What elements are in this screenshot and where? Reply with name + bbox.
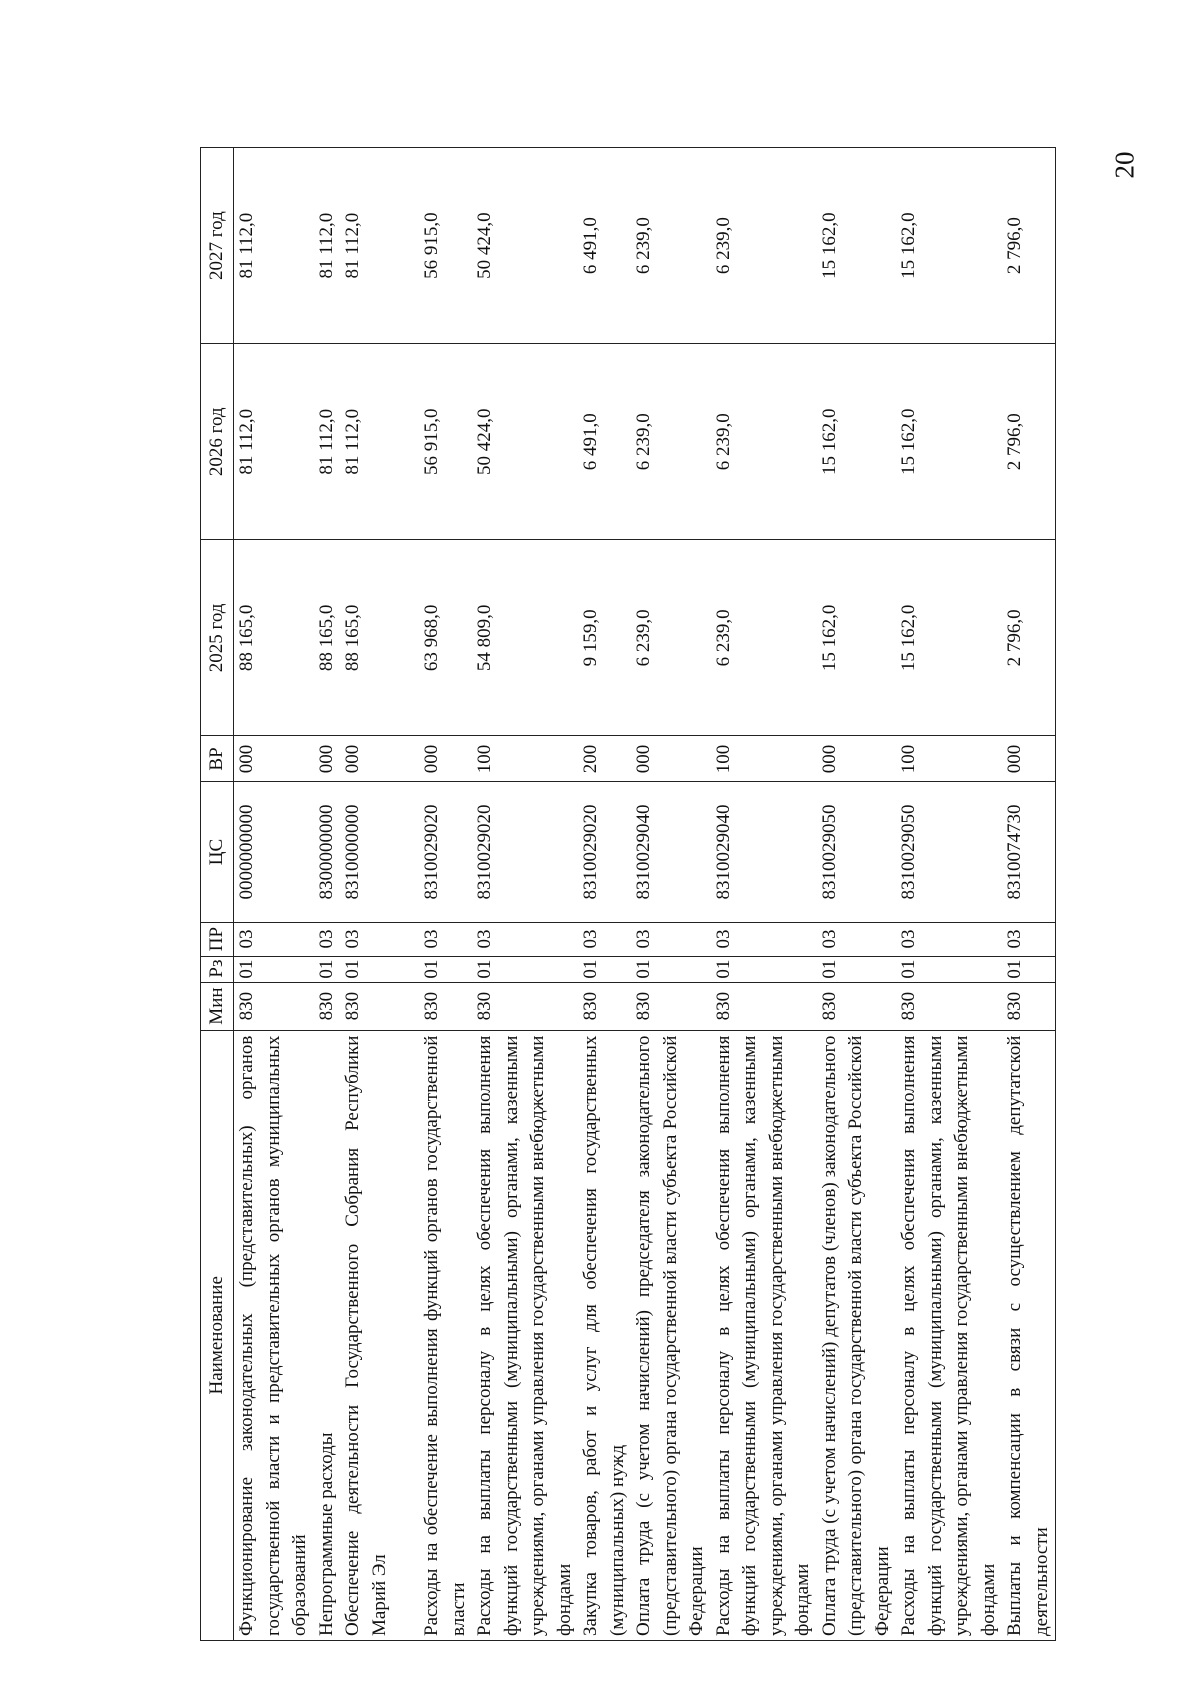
row-2027: 81 112,0 — [314, 148, 341, 344]
budget-table-rotated — [200, 147, 1056, 1641]
row-vr: 200 — [578, 736, 631, 782]
row-2027: 15 162,0 — [817, 148, 897, 344]
row-2027: 15 162,0 — [896, 148, 1002, 344]
row-rz: 01 — [340, 956, 419, 982]
row-2027: 56 915,0 — [419, 148, 472, 344]
table-row — [1002, 148, 1056, 1641]
page-number: 20 — [1109, 151, 1140, 179]
row-2025: 15 162,0 — [896, 540, 1002, 736]
table-row — [234, 148, 314, 1641]
row-2027: 50 424,0 — [472, 148, 578, 344]
table-row — [631, 148, 711, 1641]
row-vr: 000 — [234, 736, 314, 782]
header-2025: 2025 год — [201, 540, 234, 736]
row-min: 830 — [817, 982, 897, 1030]
table-row — [896, 148, 1002, 1641]
row-vr: 000 — [340, 736, 419, 782]
row-vr: 000 — [817, 736, 897, 782]
header-min: Мин — [201, 982, 234, 1030]
row-cs: 8310000000 — [340, 782, 419, 922]
row-2025: 88 165,0 — [234, 540, 314, 736]
row-vr: 100 — [472, 736, 578, 782]
row-2025: 88 165,0 — [340, 540, 419, 736]
row-min: 830 — [631, 982, 711, 1030]
row-2027: 2 796,0 — [1002, 148, 1056, 344]
row-2025: 15 162,0 — [817, 540, 897, 736]
row-name: Выплаты и компенсации в связи с осуществлением депутатской деятельности — [1002, 1030, 1056, 1640]
row-2025: 2 796,0 — [1002, 540, 1056, 736]
row-pr: 03 — [234, 922, 314, 956]
row-2025: 6 239,0 — [631, 540, 711, 736]
row-name: Непрограммные расходы — [314, 1030, 341, 1640]
row-pr: 03 — [631, 922, 711, 956]
row-2027: 81 112,0 — [340, 148, 419, 344]
row-2025: 54 809,0 — [472, 540, 578, 736]
row-min: 830 — [711, 982, 817, 1030]
row-name: Закупка товаров, работ и услуг для обеспечения государственных (муниципальных) нужд — [578, 1030, 631, 1640]
header-pr: ПР — [201, 922, 234, 956]
row-name: Функционирование законодательных (представительных) органов государственной власти и представительных органов муниципальных образований — [234, 1030, 314, 1640]
row-cs: 8310029020 — [578, 782, 631, 922]
row-pr: 03 — [419, 922, 472, 956]
row-2026: 6 491,0 — [578, 344, 631, 540]
row-rz: 01 — [578, 956, 631, 982]
row-2026: 2 796,0 — [1002, 344, 1056, 540]
row-cs: 8310029040 — [711, 782, 817, 922]
row-2026: 81 112,0 — [234, 344, 314, 540]
table-row — [472, 148, 578, 1641]
row-2026: 81 112,0 — [340, 344, 419, 540]
row-rz: 01 — [817, 956, 897, 982]
row-min: 830 — [314, 982, 341, 1030]
row-cs: 8300000000 — [314, 782, 341, 922]
row-pr: 03 — [1002, 922, 1056, 956]
table-header-row — [201, 148, 234, 1641]
row-cs: 0000000000 — [234, 782, 314, 922]
table-row — [419, 148, 472, 1641]
row-2026: 50 424,0 — [472, 344, 578, 540]
header-2026: 2026 год — [201, 344, 234, 540]
row-2026: 15 162,0 — [817, 344, 897, 540]
header-rz: Рз — [201, 956, 234, 982]
row-pr: 03 — [817, 922, 897, 956]
row-pr: 03 — [314, 922, 341, 956]
row-2026: 56 915,0 — [419, 344, 472, 540]
table-row — [314, 148, 341, 1641]
row-2025: 6 239,0 — [711, 540, 817, 736]
row-cs: 8310074730 — [1002, 782, 1056, 922]
table-row — [817, 148, 897, 1641]
row-cs: 8310029050 — [896, 782, 1002, 922]
row-vr: 100 — [711, 736, 817, 782]
row-name: Расходы на обеспечение выполнения функций органов государственной власти — [419, 1030, 472, 1640]
row-2027: 6 239,0 — [631, 148, 711, 344]
row-name: Обеспечение деятельности Государственного Собрания Республики Марий Эл — [340, 1030, 419, 1640]
header-vr: ВР — [201, 736, 234, 782]
row-cs: 8310029040 — [631, 782, 711, 922]
row-min: 830 — [340, 982, 419, 1030]
row-vr: 000 — [1002, 736, 1056, 782]
row-rz: 01 — [1002, 956, 1056, 982]
header-2027: 2027 год — [201, 148, 234, 344]
row-name: Расходы на выплаты персоналу в целях обеспечения выполнения функций государственными (муниципальными) органами, казенными учреждениями, органами управления государственными внебюджетными фондами — [711, 1030, 817, 1640]
row-pr: 03 — [711, 922, 817, 956]
table-row — [578, 148, 631, 1641]
row-rz: 01 — [896, 956, 1002, 982]
row-2027: 6 239,0 — [711, 148, 817, 344]
row-name: Оплата труда (с учетом начислений) депутатов (членов) законодательного (представительного) органа государственной власти субъекта Российской Федерации — [817, 1030, 897, 1640]
row-vr: 100 — [896, 736, 1002, 782]
row-2026: 6 239,0 — [631, 344, 711, 540]
row-rz: 01 — [314, 956, 341, 982]
row-2026: 15 162,0 — [896, 344, 1002, 540]
row-2026: 81 112,0 — [314, 344, 341, 540]
row-2025: 88 165,0 — [314, 540, 341, 736]
row-min: 830 — [896, 982, 1002, 1030]
row-vr: 000 — [631, 736, 711, 782]
row-pr: 03 — [472, 922, 578, 956]
row-name: Расходы на выплаты персоналу в целях обеспечения выполнения функций государственными (муниципальными) органами, казенными учреждениями, органами управления государственными внебюджетными фондами — [896, 1030, 1002, 1640]
row-2027: 81 112,0 — [234, 148, 314, 344]
row-cs: 8310029050 — [817, 782, 897, 922]
row-min: 830 — [1002, 982, 1056, 1030]
row-2026: 6 239,0 — [711, 344, 817, 540]
row-vr: 000 — [419, 736, 472, 782]
table-row — [711, 148, 817, 1641]
row-rz: 01 — [419, 956, 472, 982]
row-pr: 03 — [896, 922, 1002, 956]
row-cs: 8310029020 — [472, 782, 578, 922]
row-cs: 8310029020 — [419, 782, 472, 922]
row-pr: 03 — [578, 922, 631, 956]
row-name: Оплата труда (с учетом начислений) председателя законодательного (представительного) органа государственной власти субъекта Российской Федерации — [631, 1030, 711, 1640]
row-2025: 63 968,0 — [419, 540, 472, 736]
row-rz: 01 — [711, 956, 817, 982]
row-name: Расходы на выплаты персоналу в целях обеспечения выполнения функций государственными (муниципальными) органами, казенными учреждениями, органами управления государственными внебюджетными фондами — [472, 1030, 578, 1640]
row-rz: 01 — [234, 956, 314, 982]
row-vr: 000 — [314, 736, 341, 782]
row-rz: 01 — [631, 956, 711, 982]
header-name: Наименование — [201, 1030, 234, 1640]
budget-table — [200, 147, 1056, 1641]
row-2025: 9 159,0 — [578, 540, 631, 736]
row-min: 830 — [578, 982, 631, 1030]
table-row — [340, 148, 419, 1641]
row-2027: 6 491,0 — [578, 148, 631, 344]
header-cs: ЦС — [201, 782, 234, 922]
row-min: 830 — [472, 982, 578, 1030]
row-min: 830 — [234, 982, 314, 1030]
row-min: 830 — [419, 982, 472, 1030]
row-rz: 01 — [472, 956, 578, 982]
row-pr: 03 — [340, 922, 419, 956]
